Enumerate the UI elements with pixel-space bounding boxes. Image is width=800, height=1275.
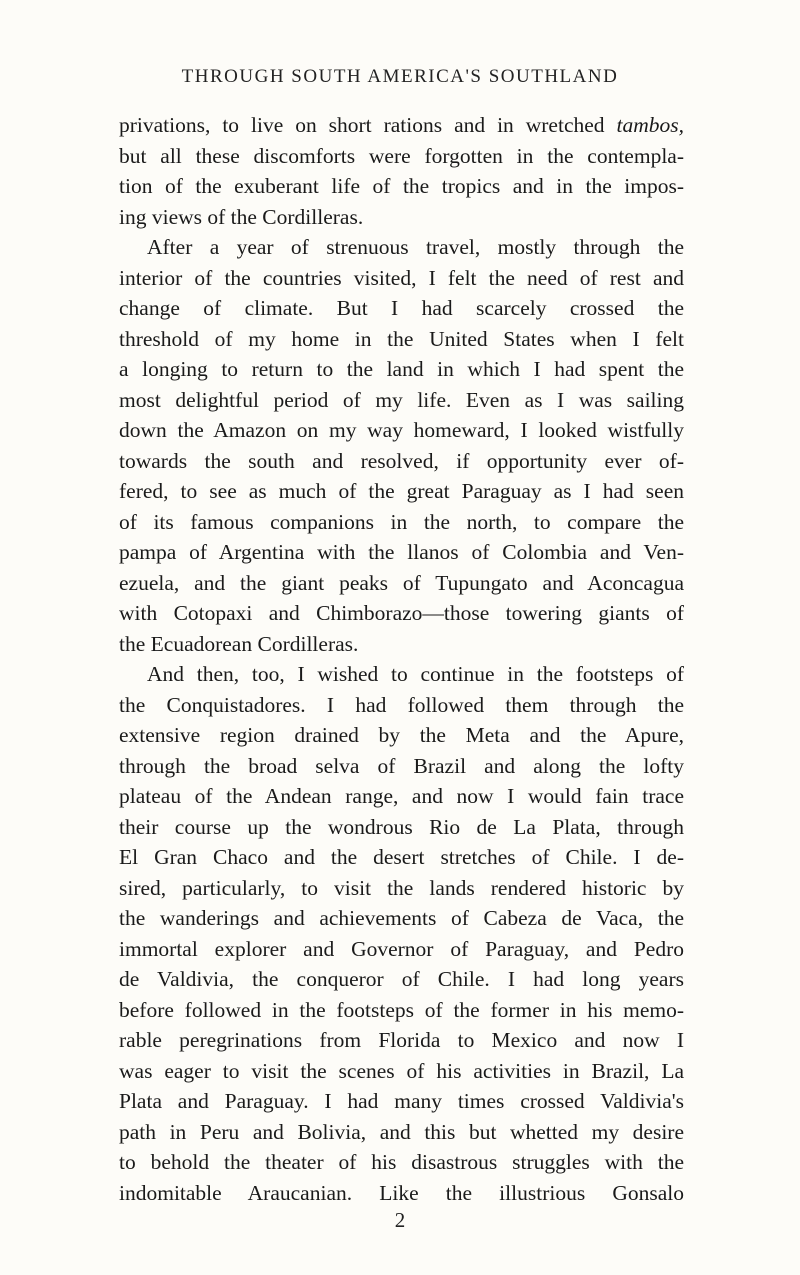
text-line: ezuela, and the giant peaks of Tupungato and Aconcagua	[119, 570, 684, 595]
text-line: a longing to return to the land in which I had spent the	[119, 357, 684, 381]
text-line: rable peregrinations from Florida to Mexico and now I	[119, 1028, 684, 1052]
text-line: before followed in the footsteps of the former in his memo-	[119, 997, 684, 1022]
text-line: de Valdivia, the conqueror of Chile. I had long years	[119, 967, 684, 991]
text-line: immortal explorer and Governor of Paraguay, and Pedro	[119, 936, 684, 961]
text-line: through the broad selva of Brazil and along the lofty	[119, 753, 684, 778]
text-line: the Ecuadorean Cordilleras.	[119, 631, 359, 656]
text-line: plateau of the Andean range, and now I would fain trace	[119, 784, 684, 808]
text-line: towards the south and resolved, if opportunity ever of-	[119, 448, 684, 473]
italic-word: tambos,	[616, 113, 684, 137]
text-line: interior of the countries visited, I felt the need of rest and	[119, 265, 684, 290]
text-line: but all these discomforts were forgotten in the contempla-	[119, 143, 684, 168]
text-line: pampa of Argentina with the llanos of Colombia and Ven-	[119, 540, 684, 564]
text-line: the Conquistadores. I had followed them through the	[119, 692, 684, 717]
text-line	[119, 110, 684, 141]
text-line: down the Amazon on my way homeward, I looked wistfully	[119, 418, 684, 442]
page-number: 2	[394, 1208, 406, 1232]
text-line: threshold of my home in the United States when I felt	[119, 326, 684, 351]
text-line: Plata and Paraguay. I had many times crossed Valdivia's	[119, 1089, 684, 1113]
text-line: fered, to see as much of the great Paraguay as I had seen	[119, 479, 684, 503]
text-line: to behold the theater of his disastrous struggles with the	[119, 1150, 684, 1174]
text-line: was eager to visit the scenes of his activities in Brazil, La	[119, 1058, 684, 1083]
body-text	[119, 110, 684, 1208]
text-line: extensive region drained by the Meta and the Apure,	[119, 723, 684, 747]
text-line: sired, particularly, to visit the lands rendered historic by	[119, 875, 684, 900]
text-line: ing views of the Cordilleras.	[119, 204, 364, 229]
text-line: with Cotopaxi and Chimborazo—those towering giants of	[119, 601, 684, 625]
text-line: their course up the wondrous Rio de La Plata, through	[119, 814, 684, 839]
text-line: El Gran Chaco and the desert stretches of Chile. I de-	[119, 845, 684, 869]
line-text: privations, to live on short rations and in wretched	[119, 113, 617, 137]
paragraph-first-line: And then, too, I wished to continue in the footsteps of	[147, 662, 684, 686]
text-line: indomitable Araucanian. Like the illustrious Gonsalo	[119, 1180, 684, 1205]
paragraph-first-line: After a year of strenuous travel, mostly through the	[147, 235, 684, 259]
text-line: most delightful period of my life. Even as I was sailing	[119, 387, 684, 412]
text-line: change of climate. But I had scarcely crossed the	[119, 296, 684, 320]
text-line: the wanderings and achievements of Cabeza de Vaca, the	[119, 906, 684, 930]
running-head: THROUGH SOUTH AMERICA'S SOUTHLAND	[181, 66, 619, 87]
text-line: of its famous companions in the north, to compare the	[119, 509, 684, 534]
text-line: tion of the exuberant life of the tropics and in the impos-	[119, 174, 684, 198]
text-line: path in Peru and Bolivia, and this but whetted my desire	[119, 1119, 684, 1144]
